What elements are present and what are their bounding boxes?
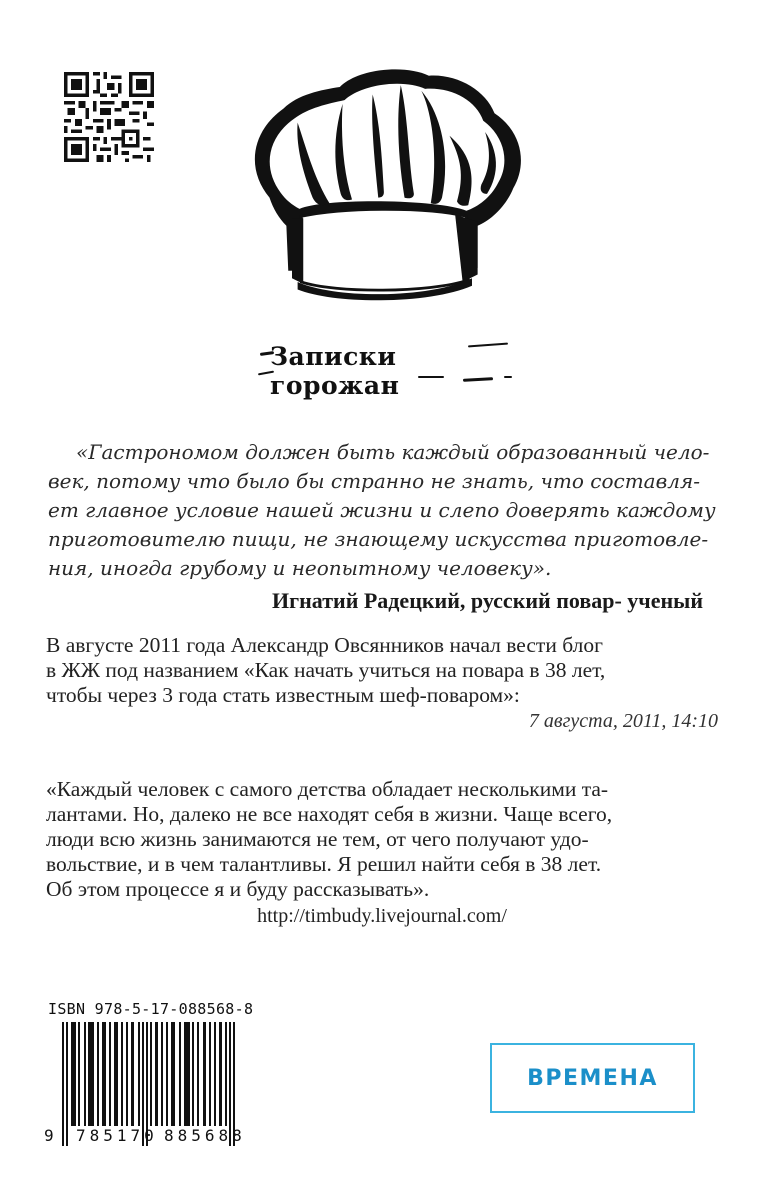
ean-left-digits: 785170 — [76, 1126, 158, 1145]
ean-first-digit: 9 — [44, 1126, 54, 1145]
blog-url: http://timbudy.livejournal.com/ — [257, 905, 507, 927]
blog-quote-line: Об этом процессе я и буду рассказывать». — [46, 877, 430, 901]
qr-code-icon — [64, 72, 154, 162]
intro-paragraph — [46, 633, 726, 708]
blog-quote — [46, 777, 726, 902]
chef-hat-icon — [232, 56, 532, 311]
publisher-name: ВРЕМЕНА — [527, 1065, 658, 1091]
intro-line: чтобы через 3 года стать известным шеф-поваром»: — [46, 683, 520, 707]
ean-right-digits: 885688 — [164, 1126, 246, 1145]
intro-line: В августе 2011 года Александр Овсянников начал вести блог — [46, 633, 603, 657]
blog-quote-line: лантами. Но, далеко не все находят себя в жизни. Чаще всего, — [46, 802, 613, 826]
publisher-logo — [490, 1043, 695, 1113]
epigraph-line: ния, иногда грубому и неопытному человеку». — [48, 556, 552, 580]
blog-quote-line: «Каждый человек с самого детства обладает несколькими та- — [46, 777, 609, 801]
series-title: Записки горожан — [270, 342, 400, 400]
epigraph-line: ет главное условие нашей жизни и слепо доверять каждому — [48, 498, 716, 522]
blog-quote-line: вольствие, и в чем талантливы. Я решил найти себя в 38 лет. — [46, 852, 602, 876]
epigraph-quote — [48, 438, 718, 583]
epigraph-line: век, потому что было бы странно не знать, что составля- — [48, 469, 700, 493]
post-date: 7 августа, 2011, 14:10 — [528, 710, 718, 732]
series-title-block — [258, 338, 520, 400]
epigraph-line: приготовителю пищи, не знающему искусства приготовле- — [48, 527, 709, 551]
blog-quote-line: люди всю жизнь занимаются не тем, от чего получают удо- — [46, 827, 589, 851]
epigraph-attribution: Игнатий Радецкий, русский повар- ученый — [272, 588, 703, 613]
isbn-label: ISBN 978-5-17-088568-8 — [48, 1000, 254, 1018]
epigraph-line: «Гастрономом должен быть каждый образованный чело- — [76, 440, 710, 464]
intro-line: в ЖЖ под названием «Как начать учиться на повара в 38 лет, — [46, 658, 606, 682]
